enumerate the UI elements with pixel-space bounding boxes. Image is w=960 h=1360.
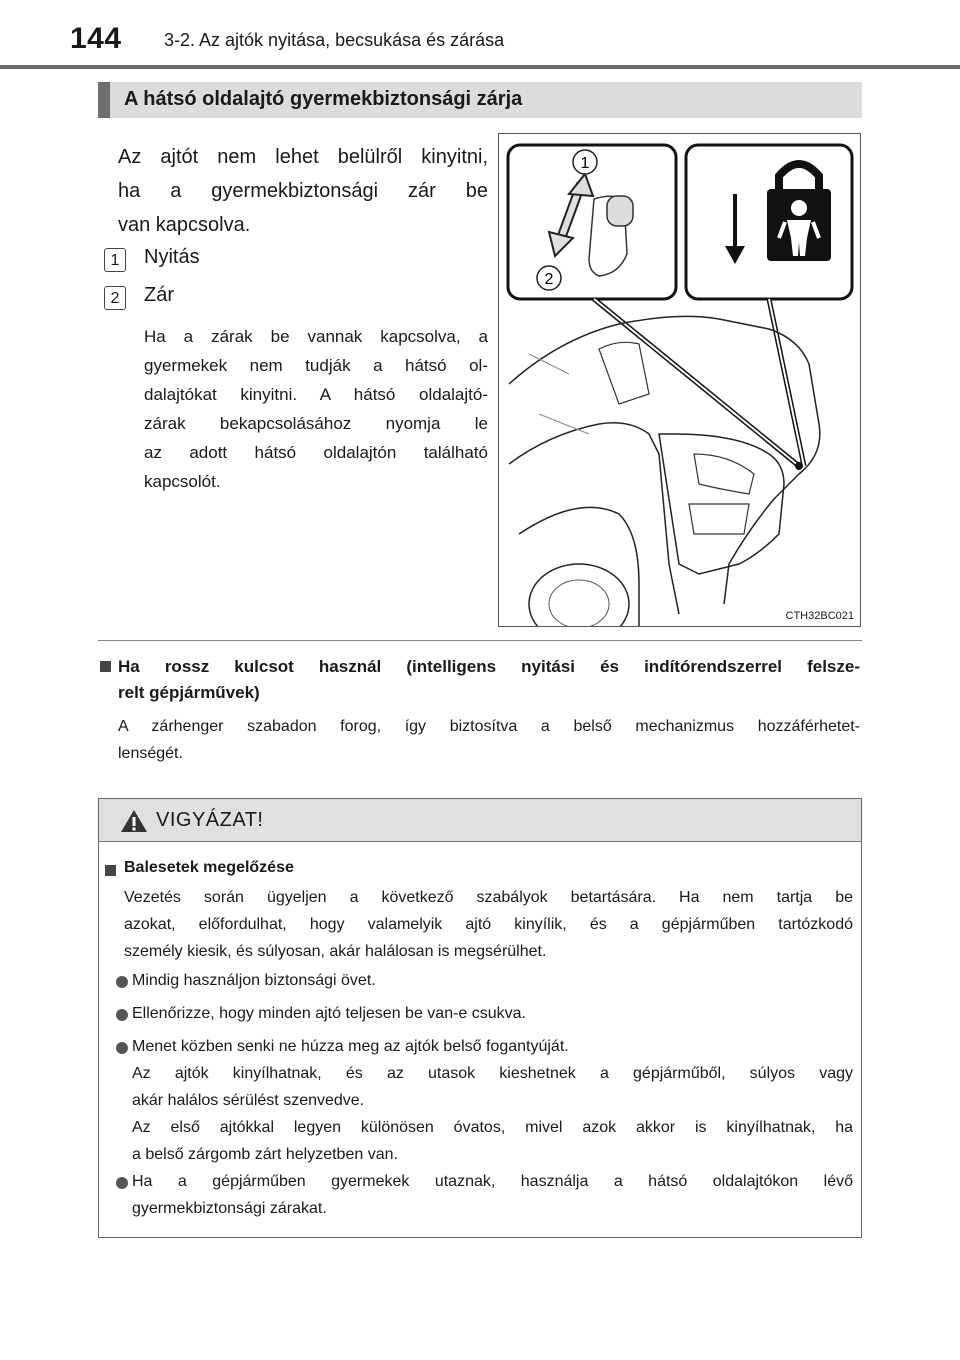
wheel-arch: [519, 507, 639, 627]
caution-line: Ha a gépjárműben gyermekek utaznak, használja a hátsó oldalajtókon lévő: [132, 1173, 853, 1190]
square-bullet-icon: [105, 865, 116, 876]
number-badge: 1: [104, 248, 126, 272]
caution-line: Menet közben senki ne húzza meg az ajtók belső fogantyúját.: [132, 1038, 569, 1055]
note-line: gyermekek nem tudják a hátsó ol-: [144, 356, 488, 375]
intro-line: Az ajtót nem lehet belülről kinyitni,: [118, 146, 488, 168]
caution-bullet: [132, 967, 853, 994]
caution-line: akár halálos sérülést szenvedve.: [132, 1092, 365, 1109]
note-line: az adott hátsó oldalajtón található: [144, 443, 488, 462]
note-line: dalajtókat kinyitni. A hátsó oldalajtó-: [144, 385, 488, 404]
header-rule: [0, 65, 960, 69]
caution-line: Az ajtók kinyílhatnak, és az utasok kieshetnek a gépjárműből, súlyos vagy: [132, 1065, 853, 1082]
round-bullet-icon: [116, 1177, 128, 1189]
round-bullet-icon: [116, 1009, 128, 1021]
caution-line: Vezetés során ügyeljen a következő szabályok betartására. Ha nem tartja be: [124, 889, 853, 906]
section-divider: [98, 640, 862, 641]
rear-wheel-hub: [549, 580, 609, 627]
heading-line: Ha rossz kulcsot használ (intelligens nyitási és indítórendszerrel felsze-: [118, 657, 860, 676]
note-line: kapcsolót.: [144, 472, 221, 491]
caution-line: gyermekbiztonsági zárakat.: [132, 1200, 327, 1217]
round-bullet-icon: [116, 1042, 128, 1054]
figure-code: CTH32BC021: [785, 610, 854, 622]
caution-line: azokat, előfordulhat, hogy valamelyik ajtó kinyílik, és a gépjárműben tartózkodó: [124, 916, 853, 933]
subsection-text: [118, 713, 860, 767]
lock-note: [144, 322, 488, 496]
caution-bullet: [132, 1000, 853, 1027]
caution-box: [98, 798, 862, 1238]
note-line: zárak bekapcsolásához nyomja le: [144, 414, 488, 433]
heading-line: relt gépjárművek): [118, 683, 260, 702]
callout-1-label: 1: [580, 155, 590, 172]
child-lock-switch: [795, 462, 803, 470]
child-icon-head: [791, 200, 807, 216]
caution-heading: Balesetek megelőzése: [124, 859, 294, 876]
page-number: 144: [70, 22, 122, 55]
text-line: A zárhenger szabadon forog, így biztosítva a belső mechanizmus hozzáférhetet-: [118, 718, 860, 735]
rear-wheel: [529, 564, 629, 627]
caution-bullet: [132, 1033, 853, 1168]
door-pocket: [689, 504, 749, 534]
section-title-bar: [98, 82, 862, 118]
section-title: A hátsó oldalajtó gyermekbiztonsági zárja: [124, 88, 523, 110]
square-bullet-icon: [100, 661, 111, 672]
item-label: Zár: [144, 284, 174, 306]
body-detail-lines: [529, 354, 589, 434]
car-door-illustration: [499, 134, 861, 627]
caution-line: Mindig használjon biztonsági övet.: [132, 972, 376, 989]
note-line: Ha a zárak be vannak kapcsolva, a: [144, 327, 488, 346]
caution-line: Az első ajtókkal legyen különösen óvatos, mivel azok akkor is kinyílhatnak, ha: [132, 1119, 853, 1136]
caution-bullet: [132, 1168, 853, 1222]
lever-knob: [607, 196, 633, 226]
round-bullet-icon: [116, 976, 128, 988]
text-line: lenségét.: [118, 745, 183, 762]
caution-header: [99, 799, 861, 842]
subsection-heading: [118, 654, 860, 706]
caution-line: Ellenőrizze, hogy minden ajtó teljesen be van-e csukva.: [132, 1005, 526, 1022]
callout-2-label: 2: [544, 271, 554, 288]
running-head: 3-2. Az ajtók nyitása, becsukása és zárása: [164, 30, 505, 50]
child-lock-figure: [498, 133, 861, 627]
intro-line: ha a gyermekbiztonsági zár be: [118, 180, 488, 202]
seat-back: [599, 342, 649, 404]
caution-line: személy kiesik, és súlyosan, akár halálosan is megsérülhet.: [124, 943, 547, 960]
warning-triangle-icon: [120, 809, 148, 833]
caution-intro: [124, 884, 853, 965]
number-badge: 2: [104, 286, 126, 310]
section-accent: [98, 82, 110, 118]
intro-paragraph: [118, 140, 488, 242]
caution-line: a belső zárgomb zárt helyzetben van.: [132, 1146, 398, 1163]
caution-title: VIGYÁZAT!: [156, 809, 264, 831]
door-armrest: [694, 454, 754, 494]
intro-line: van kapcsolva.: [118, 214, 251, 236]
item-label: Nyitás: [144, 246, 200, 268]
